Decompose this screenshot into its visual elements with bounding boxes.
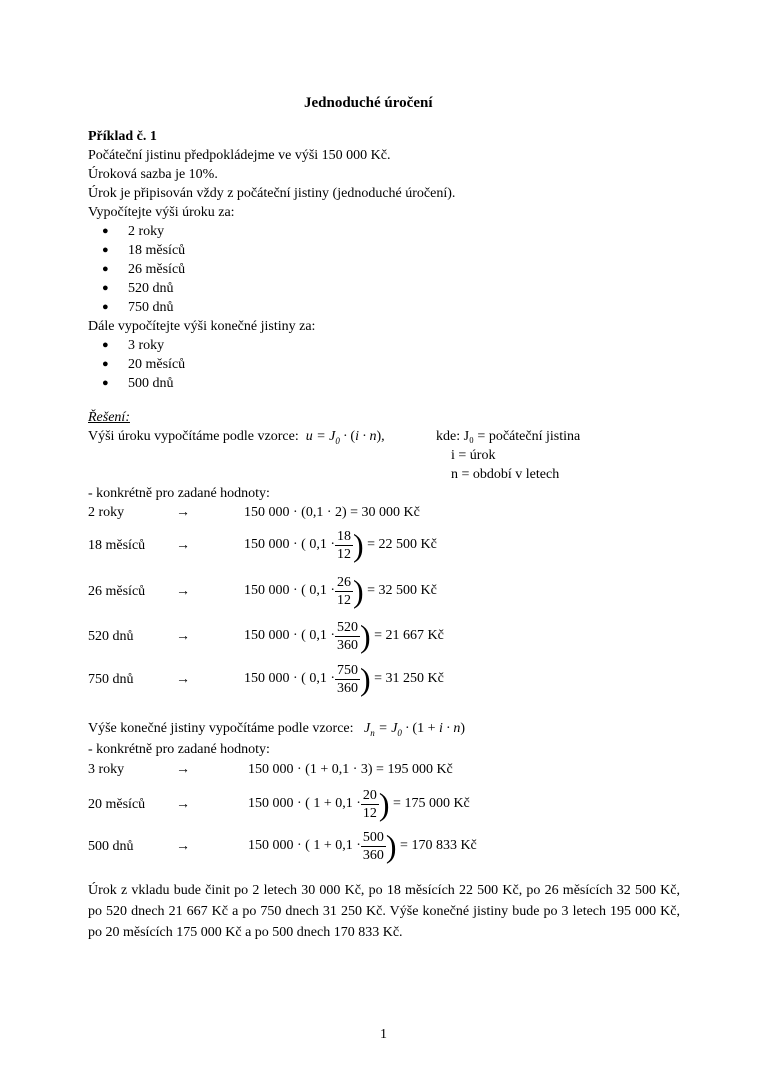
arrow-icon: → <box>176 538 190 553</box>
calc-expression: 150 000 · ( 1 + 0,1 · $\frac{500}{360}$ ) = 170 833 Kč <box>248 828 477 864</box>
row-label: 26 měsíců <box>88 584 146 599</box>
page-number: 1 <box>380 1027 387 1042</box>
fraction <box>335 662 360 697</box>
row-label: 20 měsíců <box>88 797 146 812</box>
denominator: 12 <box>362 805 377 821</box>
calc-expression: 150 000 · ( 0,1 · $\frac{750}{360}$ ) = 31 250 Kč <box>244 661 444 697</box>
calc-prefix: 150 000 · ( 1 + 0,1 · <box>248 838 361 853</box>
calc-expression: 150 000 · (1 + 0,1 · 3) = 195 000 Kč <box>248 762 453 777</box>
denominator: 360 <box>362 847 384 863</box>
row-label: 520 dnů <box>88 629 134 644</box>
formula-legend-line: kde: J₀ = počáteční jistina <box>436 429 581 444</box>
list-item: 3 roky <box>128 338 165 353</box>
page-title: Jednoduché úročení <box>304 95 433 111</box>
intro-line: Počáteční jistinu předpokládejme ve výši 150 000 Kč. <box>88 148 391 163</box>
calc-expression: 150 000 · (0,1 · 2) = 30 000 Kč <box>244 505 420 520</box>
formula-legend-line: i = úrok <box>451 448 496 463</box>
formula-text: Výši úroku vypočítáme podle vzorce: <box>88 429 299 444</box>
numerator: 26 <box>337 574 351 590</box>
denominator: 12 <box>337 546 351 562</box>
example-heading: Příklad č. 1 <box>88 129 157 144</box>
calc-result: = 32 500 Kč <box>367 583 437 598</box>
intro-line: Úroková sazba je 10%. <box>88 167 218 182</box>
calc-prefix: 150 000 · ( 1 + 0,1 · <box>248 796 361 811</box>
fraction <box>361 787 379 822</box>
fraction <box>335 528 353 563</box>
calc-result: = 175 000 Kč <box>393 796 470 811</box>
bullet-icon: ● <box>102 225 109 237</box>
fraction <box>361 829 386 864</box>
calc-expression: 150 000 · ( 0,1 · $\frac{18}{12}$ ) = 22 500 Kč <box>244 527 437 563</box>
arrow-icon: → <box>176 839 190 854</box>
calc-prefix: 150 000 · ( 0,1 · <box>244 583 335 598</box>
calc-result: = 31 250 Kč <box>374 671 444 686</box>
formula-intro <box>88 427 385 451</box>
numerator: 750 <box>337 662 358 678</box>
interest-formula: $u = J_0 \cdot (i \cdot n)$, <box>302 429 385 446</box>
denominator: 12 <box>337 592 351 608</box>
final-intro: Dále vypočítejte výši konečné jistiny za: <box>88 319 316 334</box>
list-item: 2 roky <box>128 224 165 239</box>
calc-result: = 21 667 Kč <box>374 628 444 643</box>
concrete-label: - konkrétně pro zadané hodnoty: <box>88 742 270 757</box>
arrow-icon: → <box>176 629 190 644</box>
calc-prefix: 150 000 · ( 0,1 · <box>244 671 335 686</box>
bullet-icon: ● <box>102 339 109 351</box>
row-label: 2 roky <box>88 505 125 520</box>
list-item: 500 dnů <box>128 376 174 391</box>
list-item: 18 měsíců <box>128 243 186 258</box>
conclusion-paragraph: Úrok z vkladu bude činit po 2 letech 30 000 Kč, po 18 měsících 22 500 Kč, po 26 měsících 32 500 Kč, po 520 dnech 21 667 Kč a po 750 dnech 31 250 Kč. Výše konečné jistiny bude po 3 letech 195 000 Kč, po 20 měsících 175 000 Kč a po 500 dnech 170 833 Kč. <box>88 883 680 940</box>
numerator: 500 <box>362 829 384 845</box>
bullet-icon: ● <box>102 263 109 275</box>
row-label: 500 dnů <box>88 839 134 854</box>
bullet-icon: ● <box>102 301 109 313</box>
list-item: 520 dnů <box>128 281 174 296</box>
bullet-icon: ● <box>102 377 109 389</box>
row-label: 18 měsíců <box>88 538 146 553</box>
denominator: 360 <box>337 637 358 653</box>
calc-expression: 150 000 · ( 0,1 · $\frac{520}{360}$ ) = 21 667 Kč <box>244 618 444 654</box>
calc-result: = 22 500 Kč <box>367 537 437 552</box>
calc-expression: 150 000 · ( 1 + 0,1 · $\frac{20}{12}$ ) = 175 000 Kč <box>248 786 470 822</box>
numerator: 18 <box>337 528 351 544</box>
concrete-label: - konkrétně pro zadané hodnoty: <box>88 486 270 501</box>
final-formula: $J_n = J_0 \cdot (1 + i \cdot n)$ <box>357 721 466 738</box>
list-item: 750 dnů <box>128 300 174 315</box>
intro-line: Vypočítejte výši úroku za: <box>88 205 235 220</box>
list-item: 20 měsíců <box>128 357 186 372</box>
fraction <box>335 574 353 609</box>
list-item: 26 měsíců <box>128 262 186 277</box>
arrow-icon: → <box>176 505 190 520</box>
calc-prefix: 150 000 · ( 0,1 · <box>244 628 335 643</box>
solution-heading: Řešení: <box>88 410 130 425</box>
bullet-icon: ● <box>102 358 109 370</box>
calc-prefix: 150 000 · ( 0,1 · <box>244 537 335 552</box>
arrow-icon: → <box>176 762 190 777</box>
calc-expression: 150 000 · ( 0,1 · $\frac{26}{12}$ ) = 32 500 Kč <box>244 573 437 609</box>
arrow-icon: → <box>176 672 190 687</box>
numerator: 520 <box>337 619 358 635</box>
row-label: 3 roky <box>88 762 125 777</box>
bullet-icon: ● <box>102 244 109 256</box>
arrow-icon: → <box>176 797 190 812</box>
denominator: 360 <box>337 680 358 696</box>
calc-result: = 170 833 Kč <box>400 838 477 853</box>
bullet-icon: ● <box>102 282 109 294</box>
arrow-icon: → <box>176 584 190 599</box>
numerator: 20 <box>362 787 377 803</box>
formula-legend-line: n = období v letech <box>451 467 560 482</box>
fraction <box>335 619 360 654</box>
row-label: 750 dnů <box>88 672 134 687</box>
intro-line: Úrok je připisován vždy z počáteční jistiny (jednoduché úročení). <box>88 186 456 201</box>
formula-text: Výše konečné jistiny vypočítáme podle vzorce: <box>88 721 354 736</box>
